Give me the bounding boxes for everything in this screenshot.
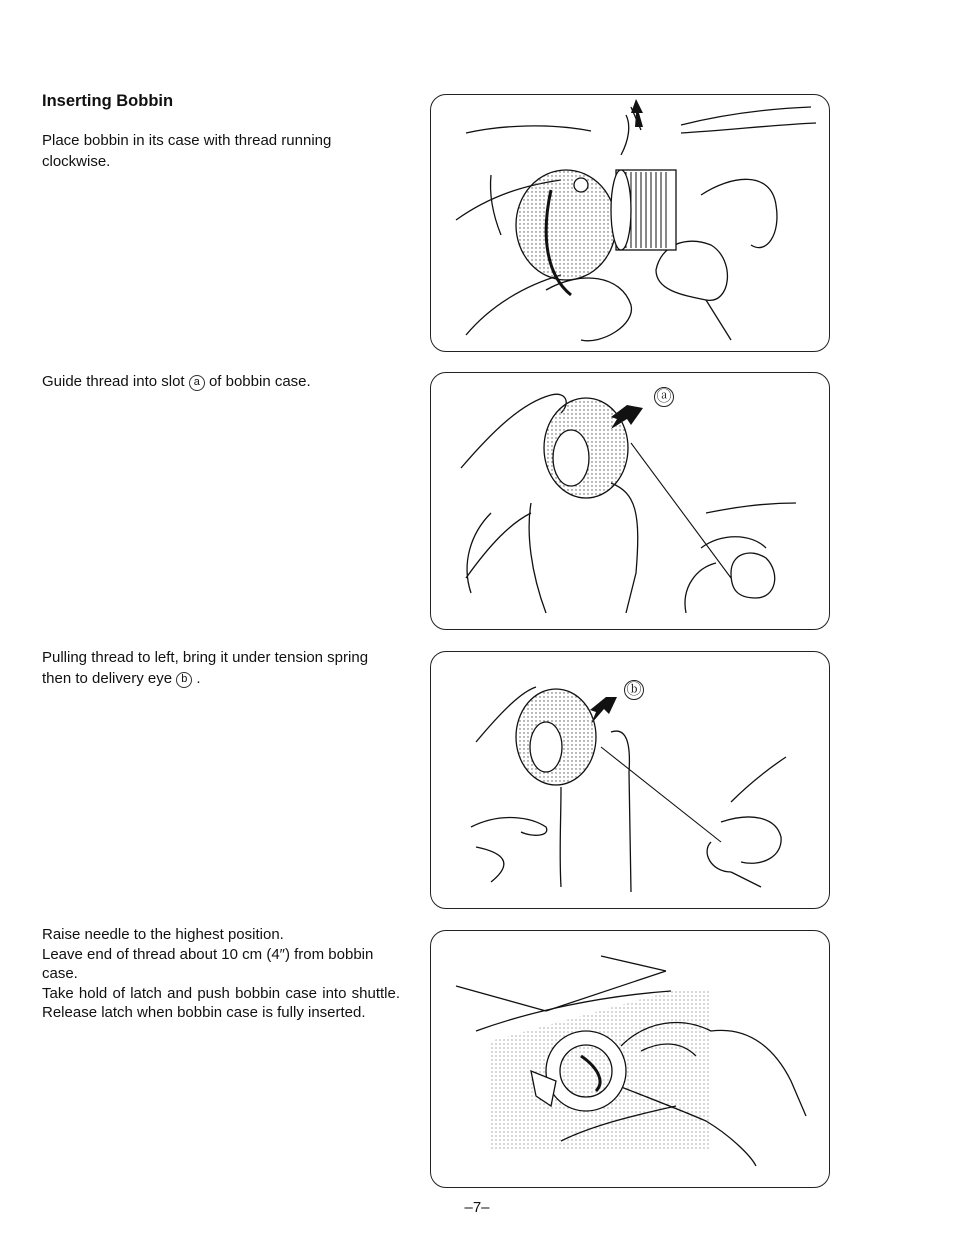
- figure-3-panel: [430, 651, 830, 909]
- step-4-line-2: Leave end of thread about 10 cm (4″) from bobbin case.: [42, 945, 374, 982]
- step-1-instruction: Place bobbin in its case with thread running clockwise.: [42, 132, 332, 170]
- step-2-instruction: Guide thread into slot a of bobbin case.: [42, 373, 311, 390]
- step-3-text: [42, 647, 400, 689]
- step-4-text: [42, 925, 400, 1023]
- eye-b-marker: b: [176, 672, 192, 688]
- page-number: –7–: [464, 1199, 490, 1216]
- insert-case-into-shuttle-illustration: [431, 931, 830, 1188]
- slot-a-marker: a: [189, 375, 205, 391]
- step-4-line-3: Take hold of latch and push bobbin case into shuttle. Release latch when bobbin case is fully inserted.: [42, 984, 400, 1021]
- slot-a-label: ⓐ: [654, 387, 674, 407]
- figure-2-panel: [430, 372, 830, 630]
- step-3-line-2: then to delivery eye b .: [42, 670, 201, 687]
- step-1-text: [42, 130, 400, 172]
- guide-thread-slot-illustration: [431, 373, 830, 630]
- step-2-text: [42, 371, 400, 392]
- step-3-line-1: Pulling thread to left, bring it under tension spring: [42, 649, 369, 666]
- step-4-line-1: Raise needle to the highest position.: [42, 926, 284, 943]
- bobbin-in-case-illustration: [431, 95, 830, 352]
- section-title: Inserting Bobbin: [42, 92, 174, 110]
- figure-4-panel: [430, 930, 830, 1188]
- eye-b-label: ⓑ: [624, 680, 644, 700]
- figure-1-panel: [430, 94, 830, 352]
